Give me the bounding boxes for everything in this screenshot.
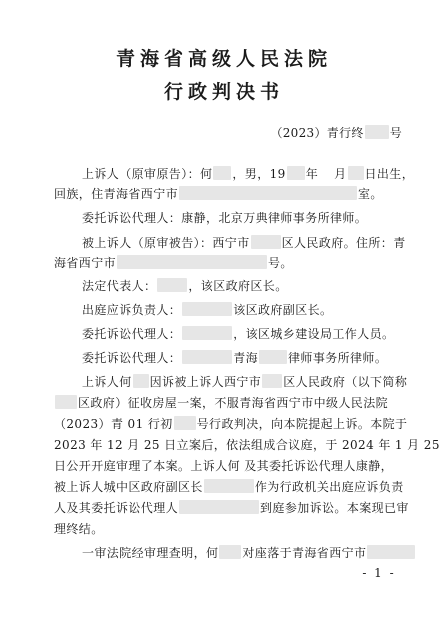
redaction-block <box>182 302 232 316</box>
first-instance-findings-line <box>82 545 416 561</box>
case-number <box>270 124 402 141</box>
text-run: 海省西宁市 <box>54 256 117 270</box>
appellee-line-1 <box>82 235 406 251</box>
text-run: 室。 <box>358 187 383 201</box>
text-run: 回族，住青海省西宁市 <box>54 187 179 201</box>
case-body-line-4: 2023 年 12 月 25 日立案后，依法组成合议庭，于 2024 年 1 月 25 <box>54 438 440 452</box>
redaction-block <box>179 186 357 200</box>
redaction-block <box>251 235 281 249</box>
case-body-line-7 <box>54 500 409 516</box>
redaction-block <box>219 545 241 559</box>
text-run: 被上诉人（原审被告）：西宁市 <box>82 236 250 250</box>
redaction-block <box>365 125 389 139</box>
text-run: 出庭应诉负责人： <box>82 303 182 317</box>
blank-space <box>319 166 333 180</box>
text-run: 年 <box>305 167 319 181</box>
responsible-person-line <box>82 302 332 318</box>
court-name-title: 青海省高级人民法院 <box>115 48 332 70</box>
case-body-line-3 <box>54 416 407 432</box>
redaction-block <box>287 166 305 180</box>
text-run: 月 <box>334 167 347 181</box>
case-body-line-1 <box>82 374 407 390</box>
case-body-line-2 <box>54 395 388 411</box>
text-run: 到庭参加诉讼。本案现已审 <box>260 501 409 515</box>
case-body-line-6 <box>54 479 404 495</box>
case-body-line-8: 理终结。 <box>54 522 104 536</box>
text-run: ，该区政府区长。 <box>188 279 288 293</box>
appellant-line-2 <box>54 186 383 202</box>
appellee-agent-line-2 <box>82 350 387 366</box>
redaction-block <box>367 545 415 559</box>
text-run: 被上诉人城中区政府副区长 <box>54 480 203 494</box>
text-run: 因诉被上诉人西宁市 <box>149 375 262 389</box>
appellant-line-1 <box>82 166 414 182</box>
redaction-block <box>182 350 232 364</box>
document-type-title: 行政判决书 <box>163 81 284 103</box>
text-run: 号行政判决，向本院提起上诉。本院于 <box>196 417 408 431</box>
redaction-block <box>55 395 77 409</box>
appellant-agent-line: 委托诉讼代理人：康静，北京万典律师事务所律师。 <box>82 211 368 225</box>
redaction-block <box>179 500 259 514</box>
legal-representative-line <box>82 278 288 294</box>
page-number: - 1 - <box>362 566 396 580</box>
redaction-block <box>348 166 364 180</box>
text-run: 青海 <box>233 351 259 365</box>
text-run: 区政府）征收房屋一案，不服青海省西宁市中级人民法院 <box>78 396 389 410</box>
text-run: 日出生， <box>364 167 415 181</box>
redaction-block <box>117 255 267 269</box>
case-number-prefix: （2023）青行终 <box>270 126 364 140</box>
text-run: 律师事务所律师。 <box>288 351 388 365</box>
text-run: 该区政府副区长。 <box>233 303 333 317</box>
text-run: 一审法院经审理查明，何 <box>82 546 219 560</box>
appellee-agent-line-1 <box>82 326 394 342</box>
redaction-block <box>262 374 282 388</box>
redaction-block <box>182 326 232 340</box>
redaction-block <box>259 350 287 364</box>
text-run: ，男，19 <box>232 167 286 181</box>
text-run: 委托诉讼代理人： <box>82 351 182 365</box>
text-run: 号。 <box>268 256 293 270</box>
redaction-block <box>213 166 231 180</box>
text-run: 委托诉讼代理人： <box>82 327 182 341</box>
text-run: 区人民政府（以下简称 <box>283 375 408 389</box>
text-run: 区人民政府。住所：青 <box>281 236 406 250</box>
text-run: 对座落于青海省西宁市 <box>242 546 367 560</box>
text-run: 人及其委托诉讼代理人 <box>54 501 179 515</box>
text-run: 上诉人（原审原告）：何 <box>82 167 213 181</box>
redaction-block <box>133 374 149 388</box>
text-run: ，该区城乡建设局工作人员。 <box>233 327 395 341</box>
redaction-block <box>174 416 196 430</box>
case-number-suffix: 号 <box>389 126 402 140</box>
text-run: 上诉人何 <box>82 375 132 389</box>
redaction-block <box>157 278 187 292</box>
redaction-block <box>204 479 254 493</box>
case-body-line-5: 日公开开庭审理了本案。上诉人何 及其委托诉讼代理人康静， <box>54 459 394 473</box>
text-run: 法定代表人： <box>82 279 157 293</box>
text-run: 作为行政机关出庭应诉负责 <box>254 480 404 494</box>
appellee-line-2 <box>54 255 293 271</box>
text-run: （2023）青 01 行初 <box>54 417 173 431</box>
